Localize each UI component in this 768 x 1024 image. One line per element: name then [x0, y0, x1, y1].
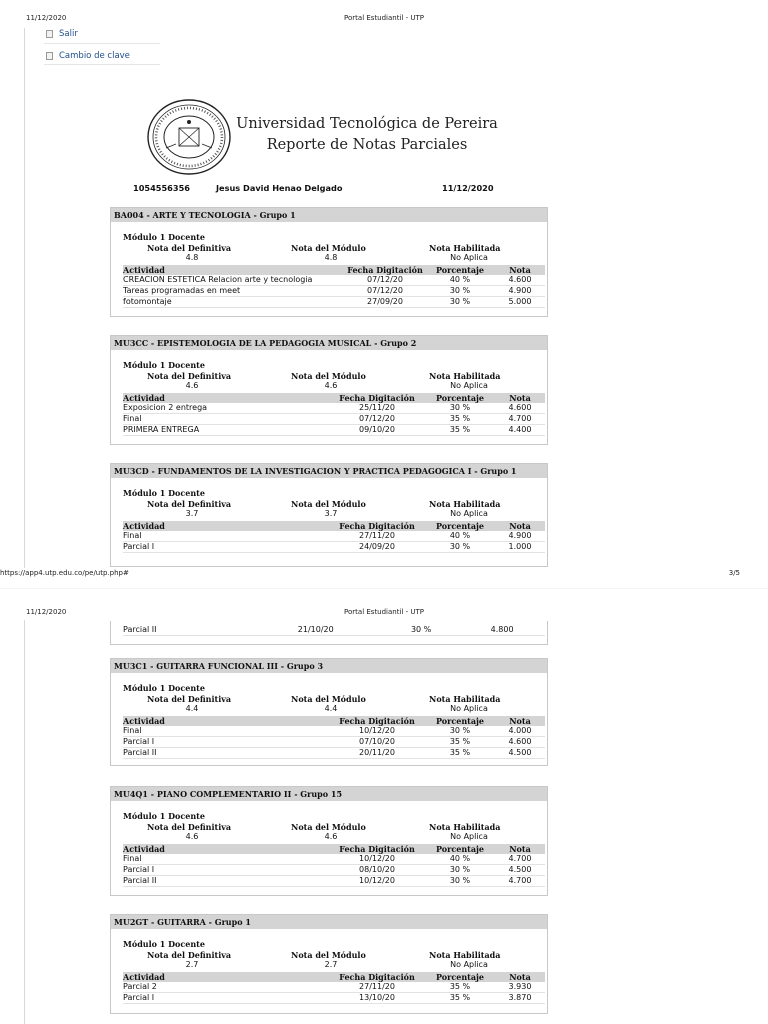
activity-name: Final	[123, 726, 329, 737]
definitiva-label: Nota del Definitiva	[147, 371, 232, 381]
activity-name: PRIMERA ENTREGA	[123, 425, 329, 436]
col-porcentaje: Porcentaje	[425, 844, 495, 854]
definitiva-value: 4.8	[185, 253, 199, 262]
activity-percentage: 35 %	[425, 414, 495, 425]
course-title: MU3C1 - GUITARRA FUNCIONAL III - Grupo 3	[111, 659, 547, 673]
module-label: Módulo 1 Docente	[123, 360, 205, 370]
col-porcentaje: Porcentaje	[425, 972, 495, 982]
activities-table	[123, 625, 545, 636]
col-fecha: Fecha Digitación	[329, 521, 425, 531]
col-nota: Nota	[495, 844, 545, 854]
activity-grade: 4.600	[495, 275, 545, 286]
activity-grade: 4.500	[495, 748, 545, 759]
module-label: Módulo 1 Docente	[123, 232, 205, 242]
activity-grade: 4.600	[495, 403, 545, 414]
activity-date: 08/10/20	[329, 865, 425, 876]
activity-name: Tareas programadas en meet	[123, 286, 345, 297]
menu-divider	[44, 43, 160, 44]
habilitada-label: Nota Habilitada	[429, 371, 501, 381]
activity-grade: 1.000	[495, 542, 545, 553]
activity-grade: 4.800	[459, 625, 545, 636]
activity-row	[123, 425, 545, 436]
col-nota: Nota	[495, 393, 545, 403]
activity-name: Parcial I	[123, 993, 329, 1004]
activity-percentage: 30 %	[425, 286, 495, 297]
habilitada-value: No Aplica	[450, 832, 488, 841]
activity-row	[123, 286, 545, 297]
module-label: Módulo 1 Docente	[123, 811, 205, 821]
col-fecha: Fecha Digitación	[329, 393, 425, 403]
activity-grade: 4.700	[495, 414, 545, 425]
activity-date: 07/12/20	[345, 286, 425, 297]
activity-grade: 5.000	[495, 297, 545, 308]
activity-name: Parcial II	[123, 625, 248, 636]
course-panel	[110, 207, 548, 317]
activity-percentage: 35 %	[425, 425, 495, 436]
student-name: Jesus David Henao Delgado	[216, 183, 343, 193]
module-grade-label: Nota del Módulo	[291, 950, 366, 960]
definitiva-label: Nota del Definitiva	[147, 243, 232, 253]
course-title: MU3CC - EPISTEMOLOGIA DE LA PEDAGOGIA MUSICAL - Grupo 2	[111, 336, 547, 350]
col-porcentaje: Porcentaje	[425, 716, 495, 726]
activity-row	[123, 275, 545, 286]
col-actividad: Actividad	[123, 972, 329, 982]
table-header-row	[123, 265, 545, 275]
module-label: Módulo 1 Docente	[123, 939, 205, 949]
activity-percentage: 35 %	[425, 993, 495, 1004]
definitiva-value: 4.6	[185, 381, 199, 390]
activity-name: Parcial I	[123, 542, 329, 553]
definitiva-label: Nota del Definitiva	[147, 822, 232, 832]
document-icon	[46, 52, 53, 60]
col-nota: Nota	[495, 716, 545, 726]
activity-percentage: 30 %	[383, 625, 459, 636]
col-porcentaje: Porcentaje	[425, 265, 495, 275]
module-grade-label: Nota del Módulo	[291, 371, 366, 381]
habilitada-value: No Aplica	[450, 253, 488, 262]
activities-table	[123, 716, 545, 759]
definitiva-value: 3.7	[185, 509, 199, 518]
definitiva-label: Nota del Definitiva	[147, 950, 232, 960]
activity-name: Parcial I	[123, 865, 329, 876]
menu-item-cambio-clave[interactable]	[46, 51, 130, 61]
activity-row	[123, 297, 545, 308]
col-fecha: Fecha Digitación	[329, 844, 425, 854]
col-actividad: Actividad	[123, 521, 329, 531]
page-header-date: 11/12/2020	[26, 608, 67, 616]
activity-row	[123, 403, 545, 414]
activity-grade: 4.900	[495, 286, 545, 297]
activity-percentage: 40 %	[425, 275, 495, 286]
definitiva-value: 2.7	[185, 960, 199, 969]
module-grade-label: Nota del Módulo	[291, 694, 366, 704]
table-header-row	[123, 844, 545, 854]
course-panel	[110, 658, 548, 766]
footer-url: https://app4.utp.edu.co/pe/utp.php#	[0, 569, 129, 577]
col-porcentaje: Porcentaje	[425, 393, 495, 403]
frame-border	[24, 620, 25, 1024]
activity-name: Parcial II	[123, 748, 329, 759]
col-actividad: Actividad	[123, 716, 329, 726]
activity-name: Exposicion 2 entrega	[123, 403, 329, 414]
col-actividad: Actividad	[123, 844, 329, 854]
activity-percentage: 30 %	[425, 297, 495, 308]
activity-grade: 4.400	[495, 425, 545, 436]
activity-name: fotomontaje	[123, 297, 345, 308]
course-title: MU4Q1 - PIANO COMPLEMENTARIO II - Grupo 15	[111, 787, 547, 801]
activity-row	[123, 993, 545, 1004]
activities-table	[123, 844, 545, 887]
module-grade-value: 2.7	[324, 960, 338, 969]
activity-date: 27/11/20	[329, 982, 425, 993]
course-panel	[110, 786, 548, 896]
activity-row	[123, 531, 545, 542]
habilitada-value: No Aplica	[450, 960, 488, 969]
module-grade-label: Nota del Módulo	[291, 499, 366, 509]
habilitada-value: No Aplica	[450, 509, 488, 518]
col-nota: Nota	[495, 265, 545, 275]
activity-grade: 4.000	[495, 726, 545, 737]
col-nota: Nota	[495, 521, 545, 531]
activity-date: 27/09/20	[345, 297, 425, 308]
activity-name: Final	[123, 854, 329, 865]
activity-row	[123, 726, 545, 737]
activity-percentage: 30 %	[425, 403, 495, 414]
menu-item-salir[interactable]	[46, 29, 78, 39]
footer-page-number: 3/5	[728, 569, 740, 577]
col-fecha: Fecha Digitación	[345, 265, 425, 275]
definitiva-value: 4.6	[185, 832, 199, 841]
activity-grade: 4.500	[495, 865, 545, 876]
course-panel	[110, 463, 548, 567]
activity-date: 20/11/20	[329, 748, 425, 759]
activity-date: 07/12/20	[345, 275, 425, 286]
activity-row	[123, 625, 545, 636]
col-actividad: Actividad	[123, 393, 329, 403]
report-date: 11/12/2020	[442, 183, 494, 193]
menu-divider	[44, 64, 160, 65]
activity-grade: 4.700	[495, 876, 545, 887]
activity-percentage: 35 %	[425, 737, 495, 748]
activity-name: CREACION ESTETICA Relacion arte y tecnologia	[123, 275, 345, 286]
definitiva-label: Nota del Definitiva	[147, 499, 232, 509]
activity-row	[123, 854, 545, 865]
activity-row	[123, 982, 545, 993]
col-nota: Nota	[495, 972, 545, 982]
activity-grade: 4.900	[495, 531, 545, 542]
activity-percentage: 35 %	[425, 982, 495, 993]
module-grade-label: Nota del Módulo	[291, 822, 366, 832]
activity-date: 07/12/20	[329, 414, 425, 425]
activity-row	[123, 542, 545, 553]
activity-percentage: 30 %	[425, 726, 495, 737]
habilitada-label: Nota Habilitada	[429, 822, 501, 832]
definitiva-value: 4.4	[185, 704, 199, 713]
activity-date: 10/12/20	[329, 726, 425, 737]
university-seal-logo	[146, 98, 232, 176]
activity-grade: 4.600	[495, 737, 545, 748]
habilitada-value: No Aplica	[450, 704, 488, 713]
course-panel	[110, 914, 548, 1014]
activity-row	[123, 748, 545, 759]
col-actividad: Actividad	[123, 265, 345, 275]
course-title: MU3CD - FUNDAMENTOS DE LA INVESTIGACION Y PRACTICA PEDAGOGICA I - Grupo 1	[111, 464, 547, 478]
habilitada-label: Nota Habilitada	[429, 950, 501, 960]
activity-name: Parcial II	[123, 876, 329, 887]
activity-name: Final	[123, 414, 329, 425]
activity-grade: 4.700	[495, 854, 545, 865]
table-header-row	[123, 521, 545, 531]
activity-date: 07/10/20	[329, 737, 425, 748]
menu-item-label: Cambio de clave	[59, 51, 130, 61]
menu-item-label: Salir	[59, 29, 78, 39]
module-grade-value: 3.7	[324, 509, 338, 518]
module-grade-label: Nota del Módulo	[291, 243, 366, 253]
activity-date: 13/10/20	[329, 993, 425, 1004]
activity-percentage: 30 %	[425, 876, 495, 887]
habilitada-label: Nota Habilitada	[429, 694, 501, 704]
activity-date: 25/11/20	[329, 403, 425, 414]
activities-table	[123, 393, 545, 436]
col-fecha: Fecha Digitación	[329, 716, 425, 726]
activity-date: 21/10/20	[248, 625, 383, 636]
activity-percentage: 40 %	[425, 854, 495, 865]
activity-grade: 3.870	[495, 993, 545, 1004]
page-break	[0, 588, 768, 589]
activity-date: 24/09/20	[329, 542, 425, 553]
course-panel	[110, 621, 548, 645]
col-fecha: Fecha Digitación	[329, 972, 425, 982]
module-grade-value: 4.6	[324, 381, 338, 390]
habilitada-label: Nota Habilitada	[429, 243, 501, 253]
habilitada-value: No Aplica	[450, 381, 488, 390]
activities-table	[123, 265, 545, 308]
activity-name: Parcial I	[123, 737, 329, 748]
definitiva-label: Nota del Definitiva	[147, 694, 232, 704]
module-grade-value: 4.4	[324, 704, 338, 713]
activity-name: Final	[123, 531, 329, 542]
activity-grade: 3.930	[495, 982, 545, 993]
table-header-row	[123, 716, 545, 726]
activity-date: 10/12/20	[329, 876, 425, 887]
activity-row	[123, 737, 545, 748]
module-label: Módulo 1 Docente	[123, 488, 205, 498]
activity-row	[123, 414, 545, 425]
course-title: MU2GT - GUITARRA - Grupo 1	[111, 915, 547, 929]
module-grade-value: 4.6	[324, 832, 338, 841]
activities-table	[123, 521, 545, 553]
course-panel	[110, 335, 548, 445]
activity-percentage: 30 %	[425, 542, 495, 553]
activity-date: 10/12/20	[329, 854, 425, 865]
module-grade-value: 4.8	[324, 253, 338, 262]
page-header-date: 11/12/2020	[26, 14, 67, 22]
activity-date: 09/10/20	[329, 425, 425, 436]
activity-name: Parcial 2	[123, 982, 329, 993]
student-id: 1054556356	[133, 183, 190, 193]
page-header-title: Portal Estudiantil - UTP	[344, 608, 424, 616]
table-header-row	[123, 972, 545, 982]
activity-date: 27/11/20	[329, 531, 425, 542]
report-title-block	[236, 114, 498, 156]
module-label: Módulo 1 Docente	[123, 683, 205, 693]
report-subtitle: Reporte de Notas Parciales	[266, 137, 468, 153]
activity-row	[123, 876, 545, 887]
frame-border	[24, 28, 25, 568]
activities-table	[123, 972, 545, 1004]
page-header-title: Portal Estudiantil - UTP	[344, 14, 424, 22]
habilitada-label: Nota Habilitada	[429, 499, 501, 509]
col-porcentaje: Porcentaje	[425, 521, 495, 531]
table-header-row	[123, 393, 545, 403]
university-name: Universidad Tecnológica de Pereira	[236, 116, 498, 132]
course-title: BA004 - ARTE Y TECNOLOGIA - Grupo 1	[111, 208, 547, 222]
document-icon	[46, 30, 53, 38]
activity-percentage: 30 %	[425, 865, 495, 876]
activity-row	[123, 865, 545, 876]
activity-percentage: 40 %	[425, 531, 495, 542]
activity-percentage: 35 %	[425, 748, 495, 759]
